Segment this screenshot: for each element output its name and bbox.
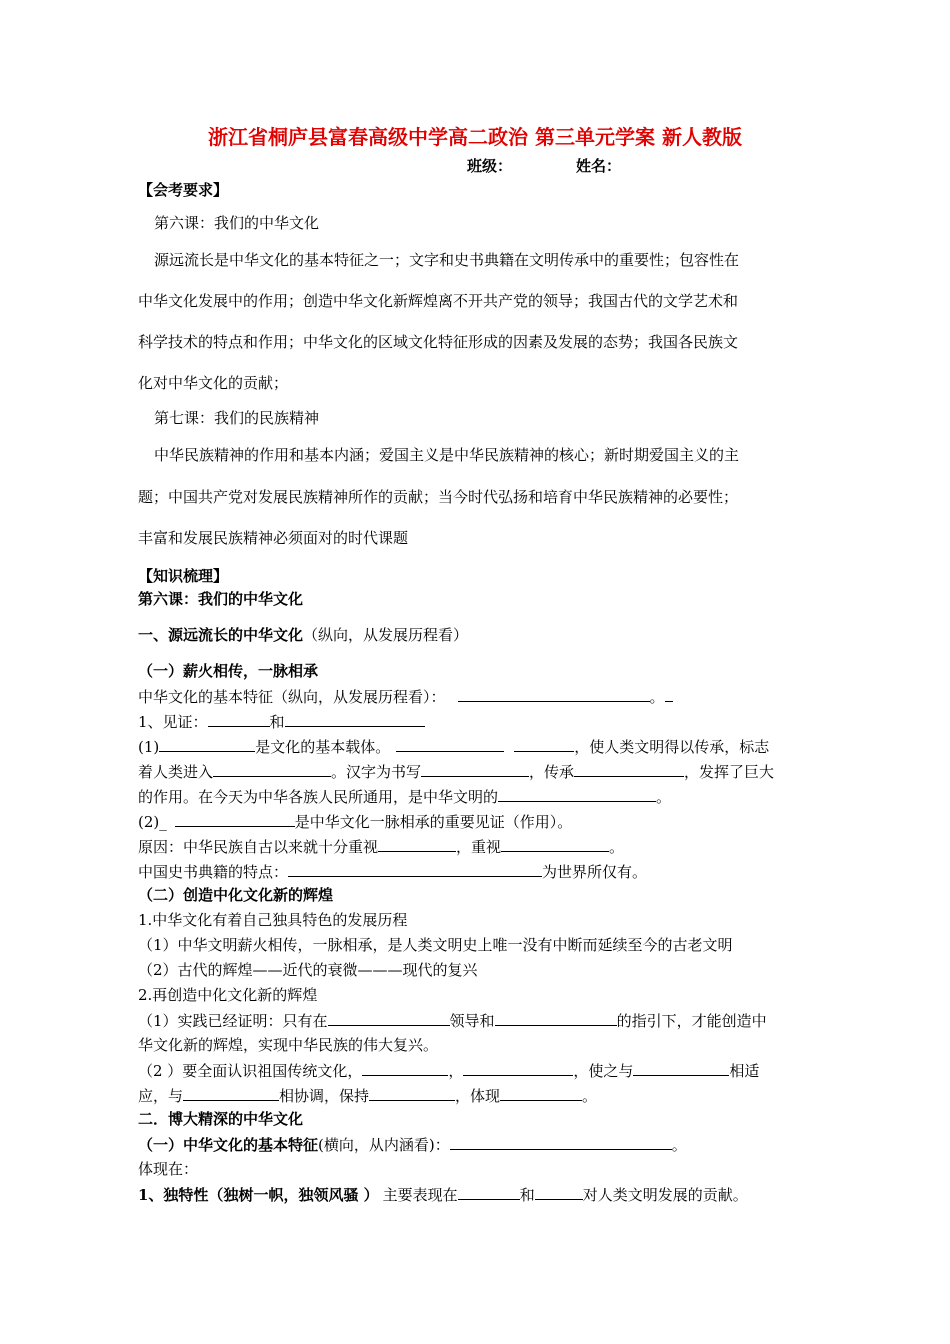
tradition-text: 相适 xyxy=(729,1062,760,1080)
tradition-line-2 xyxy=(138,1085,597,1106)
period: 。 xyxy=(609,838,625,856)
evidence-line xyxy=(138,711,425,732)
page-title: 浙江省桐庐县富春高级中学高二政治 第三单元学案 新人教版 xyxy=(208,125,742,149)
answer-blank[interactable] xyxy=(396,736,504,752)
body-line: 1.中华文化有着自己独具特色的发展历程 xyxy=(138,911,408,929)
writing-line-2 xyxy=(138,761,774,782)
item-number: (1) xyxy=(138,738,160,756)
answer-blank[interactable] xyxy=(574,761,684,777)
writing-text: ，发挥了巨大 xyxy=(684,763,775,781)
body-line: 华文化新的辉煌，实现中华民族的伟大复兴。 xyxy=(138,1036,439,1054)
answer-blank[interactable] xyxy=(463,1060,573,1076)
answer-blank[interactable] xyxy=(665,686,673,702)
reason-line xyxy=(138,836,624,857)
answer-blank[interactable] xyxy=(328,1010,450,1026)
answer-blank[interactable] xyxy=(514,736,574,752)
writing-text: ，传承 xyxy=(529,763,575,781)
evidence-label: 1、见证： xyxy=(138,713,208,731)
writing-text: ，使人类文明得以传承，标志 xyxy=(574,738,770,756)
history-books-text: 中国史书典籍的特点： xyxy=(138,863,289,881)
exam-paragraph-line: 题；中国共产党对发展民族精神所作的贡献；当今时代弘扬和培育中华民族精神的必要性； xyxy=(138,488,739,506)
period: 。 xyxy=(582,1087,598,1105)
writing-text: 的作用。在今天为中华各族人民所通用，是中华文明的 xyxy=(138,788,499,806)
reason-text: ，重视 xyxy=(456,838,502,856)
uniqueness-text: 主要表现在 xyxy=(382,1186,458,1204)
uniqueness-line xyxy=(138,1184,748,1205)
exam-lesson6-title: 第六课：我们的中华文化 xyxy=(154,214,320,232)
section-2-heading: 二．博大精深的中华文化 xyxy=(138,1110,304,1128)
period: 。 xyxy=(649,688,665,706)
class-label: 班级： xyxy=(467,157,513,175)
answer-blank[interactable] xyxy=(208,711,270,727)
body-line: 2.再创造中化文化新的辉煌 xyxy=(138,986,318,1004)
practice-line-1 xyxy=(138,1010,767,1031)
tradition-text: （2 ）要全面认识祖国传统文化， xyxy=(138,1062,363,1080)
basic-feature-line xyxy=(138,686,673,707)
answer-blank[interactable] xyxy=(362,1060,448,1076)
answer-blank[interactable] xyxy=(498,786,656,802)
tradition-line-1 xyxy=(138,1060,759,1081)
answer-blank[interactable] xyxy=(378,836,456,852)
answer-blank[interactable] xyxy=(159,736,255,752)
writing-line-3 xyxy=(138,786,671,807)
and-text: 和 xyxy=(269,713,285,731)
answer-blank[interactable] xyxy=(450,1134,672,1150)
answer-blank[interactable] xyxy=(495,1010,617,1026)
body-line: （1）中华文明薪火相传，一脉相承，是人类文明史上唯一没有中断而延续至今的古老文明 xyxy=(138,936,733,954)
answer-blank[interactable] xyxy=(288,861,542,877)
answer-blank[interactable] xyxy=(458,686,650,702)
subsection-2-heading: （二）创造中化文化新的辉煌 xyxy=(138,886,334,904)
period: 。 xyxy=(656,788,672,806)
subsection-3-heading xyxy=(138,1134,687,1155)
exam-paragraph-line: 科学技术的特点和作用；中华文化的区域文化特征形成的因素及发展的态势；我国各民族文 xyxy=(138,333,739,351)
answer-blank[interactable] xyxy=(500,1085,582,1101)
classics-line xyxy=(138,811,572,832)
item-number: (2)_ xyxy=(138,813,167,831)
answer-blank[interactable] xyxy=(535,1184,583,1200)
exam-requirements-heading: 【会考要求】 xyxy=(138,181,229,199)
practice-text: 的指引下，才能创造中 xyxy=(616,1012,767,1030)
name-label: 姓名： xyxy=(576,157,622,175)
answer-blank[interactable] xyxy=(285,711,425,727)
history-books-text: 为世界所仅有。 xyxy=(542,863,648,881)
exam-lesson7-title: 第七课：我们的民族精神 xyxy=(154,409,320,427)
writing-text: 是文化的基本载体。 xyxy=(255,738,391,756)
exam-paragraph-line: 化对中华文化的贡献； xyxy=(138,374,289,392)
subsection-1-heading: （一）薪火相传，一脉相承 xyxy=(138,662,319,680)
section-1-note: （纵向，从发展历程看） xyxy=(303,626,469,644)
subsection-3-note: (横向，从内涵看)： xyxy=(318,1136,450,1154)
tradition-text: ，体现 xyxy=(455,1087,501,1105)
practice-text: 领导和 xyxy=(449,1012,495,1030)
reason-text: 原因：中华民族自古以来就十分重视 xyxy=(138,838,379,856)
tradition-text: 相协调，保持 xyxy=(279,1087,370,1105)
answer-blank[interactable] xyxy=(421,761,529,777)
section-1-heading xyxy=(138,625,468,645)
exam-paragraph-line: 中华民族精神的作用和基本内涵；爱国主义是中华民族精神的核心；新时期爱国主义的主 xyxy=(154,446,740,464)
answer-blank[interactable] xyxy=(183,1085,279,1101)
answer-blank[interactable] xyxy=(458,1184,520,1200)
basic-feature-text: 中华文化的基本特征（纵向，从发展历程看）： xyxy=(138,688,446,706)
classics-text: 是中华文化一脉相承的重要见证（作用）。 xyxy=(294,813,573,831)
answer-blank[interactable] xyxy=(213,761,331,777)
practice-text: （1）实践已经证明：只有在 xyxy=(138,1012,328,1030)
answer-blank[interactable] xyxy=(633,1060,729,1076)
answer-blank[interactable] xyxy=(369,1085,455,1101)
period: 。 xyxy=(671,1136,687,1154)
section-1-title: 一、源远流长的中华文化 xyxy=(138,626,304,644)
history-books-line xyxy=(138,861,647,882)
tradition-text: ，使之与 xyxy=(573,1062,634,1080)
answer-blank[interactable] xyxy=(175,811,295,827)
answer-blank[interactable] xyxy=(501,836,609,852)
and-text: 和 xyxy=(519,1186,535,1204)
body-line: 体现在： xyxy=(138,1160,199,1178)
knowledge-heading: 【知识梳理】 xyxy=(138,567,229,585)
exam-paragraph-line: 丰富和发展民族精神必须面对的时代课题 xyxy=(138,529,409,547)
comma: ， xyxy=(448,1062,464,1080)
exam-paragraph-line: 中华文化发展中的作用；创造中华文化新辉煌离不开共产党的领导；我国古代的文学艺术和 xyxy=(138,292,739,310)
writing-text: 。汉字为书写 xyxy=(331,763,422,781)
writing-text: 着人类进入 xyxy=(138,763,214,781)
uniqueness-text: 对人类文明发展的贡献。 xyxy=(582,1186,748,1204)
tradition-text: 应，与 xyxy=(138,1087,184,1105)
subsection-3-title: （一）中华文化的基本特征 xyxy=(138,1136,319,1154)
body-line: （2）古代的辉煌——近代的衰微———现代的复兴 xyxy=(138,961,478,979)
uniqueness-title: 1、独特性（独树一帜，独领风骚 ） xyxy=(138,1186,379,1204)
exam-paragraph-line: 源远流长是中华文化的基本特征之一；文字和史书典籍在文明传承中的重要性；包容性在 xyxy=(154,251,740,269)
knowledge-lesson6-title: 第六课：我们的中华文化 xyxy=(138,590,304,608)
writing-line-1 xyxy=(138,736,769,757)
